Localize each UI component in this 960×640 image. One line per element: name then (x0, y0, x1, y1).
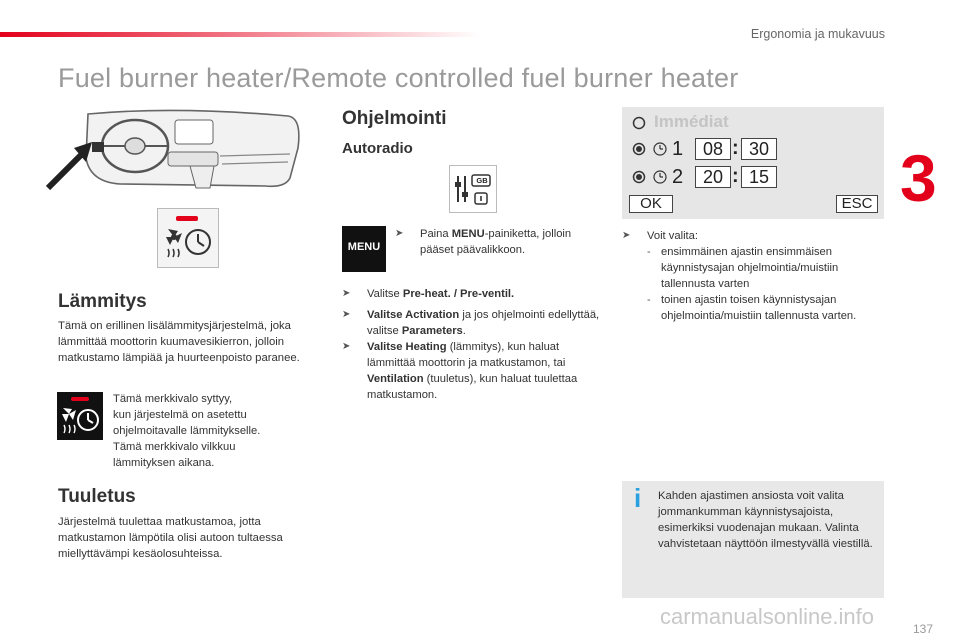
indicator-line: ohjelmoitavalle lämmitykselle. (113, 425, 261, 437)
radio-empty-icon (632, 116, 646, 130)
ok-button[interactable]: OK (629, 195, 673, 213)
timer-1-colon: : (732, 137, 739, 159)
step-preheat: ➤ Valitse Pre-heat. / Pre-ventil. (342, 288, 515, 300)
info-text: Kahden ajastimen ansiosta voit valita jommankumman käynnistysajoista, esimerkiksi vuodenajan mukaan. Valinta vahvistetaan näyttöön ilmestyvällä viestillä. (658, 490, 873, 550)
timer-1-number: 1 (672, 138, 684, 160)
timer-1-minutes[interactable]: 30 (741, 138, 777, 160)
watermark: carmanualsonline.info (660, 604, 875, 629)
info-box (622, 481, 884, 598)
section-heading-lammitys: Lämmitys (58, 291, 147, 312)
settings-gb-icon (449, 165, 497, 213)
choice-intro: ➤ Voit valita: (622, 230, 698, 242)
choice-item-2: - toinen ajastin toisen käynnistysajan ohjelmointia/muistiin tallennusta varten. (647, 294, 857, 322)
menu-key-icon (342, 226, 386, 272)
autoradio-subheading: Autoradio (342, 140, 413, 157)
clock-icon (652, 141, 668, 157)
header-section-title: Ergonomia ja mukavuus (750, 27, 885, 41)
gb-label: GB (476, 176, 488, 185)
radio-selected-icon (632, 142, 646, 156)
timer-2-minutes[interactable]: 15 (741, 166, 777, 188)
indicator-description (113, 391, 313, 471)
menu-key-label: MENU (347, 241, 381, 253)
chapter-number: 3 (900, 141, 937, 215)
dashboard-illustration (40, 108, 310, 203)
tuuletus-paragraph: Järjestelmä tuulettaa matkustamoa, jotta matkustamon lämpötila olisi autoon tultaessa miellyttävämpi kesäolosuhteissa. (58, 516, 283, 560)
info-icon: i (634, 483, 642, 513)
step-heating: ➤ Valitse Heating (lämmitys), kun haluat lämmittää moottorin ja matkustamon, tai Ventilation (tuuletus), kun haluat tuulettaa matkustamon. (342, 341, 578, 401)
step-activation: ➤ Valitse Activation ja jos ohjelmointi edellyttää, valitse Parameters. (342, 309, 600, 337)
lammitys-paragraph: Tämä on erillinen lisälämmitysjärjestelmä, joka lämmittää moottorin kuumavesikierron, jolloin matkustamo lämpiää ja huurteenpoisto paranee. (58, 320, 300, 364)
page-number: 137 (912, 622, 933, 636)
indicator-line: kun järjestelmä on asetettu (113, 409, 247, 421)
heater-indicator-icon (157, 208, 219, 268)
bullet-marker: ➤ (622, 230, 631, 241)
section-heading-tuuletus: Tuuletus (58, 486, 136, 507)
bullet-marker: ➤ (342, 341, 351, 352)
indicator-line: Tämä merkkivalo vilkkuu (113, 441, 236, 453)
timer-2-hours[interactable]: 20 (695, 166, 731, 188)
indicator-line: Tämä merkkivalo syttyy, (113, 393, 233, 405)
indicator-line: lämmityksen aikana. (113, 457, 215, 469)
step-menu: ➤ Paina MENU-painiketta, jolloin pääset päävalikkoon. (395, 228, 572, 256)
immediate-option[interactable]: Immédiat (654, 112, 729, 131)
radio-selected-icon (632, 170, 646, 184)
bullet-marker: ➤ (342, 309, 351, 320)
timer-screen (622, 107, 884, 219)
esc-button[interactable]: ESC (836, 195, 878, 213)
header-accent-bar (0, 32, 480, 37)
timer-1-hours[interactable]: 08 (695, 138, 731, 160)
bullet-marker: ➤ (342, 288, 351, 299)
section-heading-ohjelmointi: Ohjelmointi (342, 108, 447, 129)
timer-2-number: 2 (672, 166, 684, 188)
bullet-marker: ➤ (395, 228, 404, 239)
clock-icon (652, 169, 668, 185)
choice-item-1: - ensimmäinen ajastin ensimmäisen käynnistysajan ohjelmointia/muistiin tallennusta varten (647, 246, 839, 290)
heater-warning-lamp-icon (57, 392, 103, 440)
page-title: Fuel burner heater/Remote controlled fuel burner heater (58, 63, 739, 93)
timer-2-colon: : (732, 165, 739, 187)
